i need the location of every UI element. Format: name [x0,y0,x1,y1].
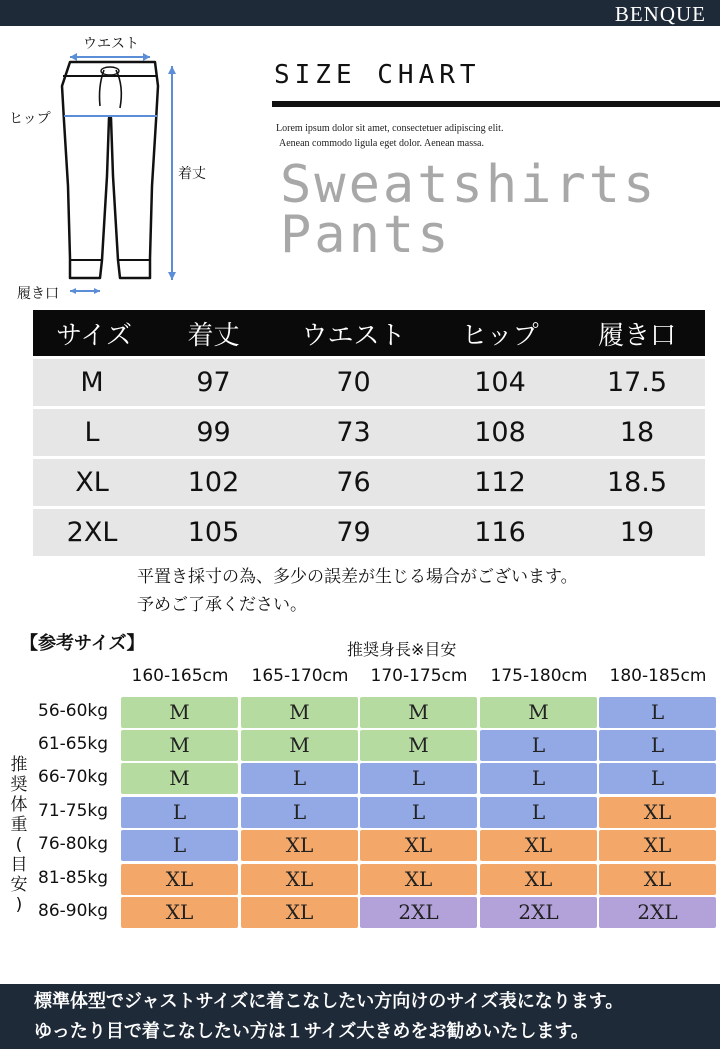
cell-waist: 76 [276,459,431,506]
cell-length: 97 [151,359,276,406]
size-recommendation-cell: M [241,730,358,761]
size-recommendation-cell: L [121,830,238,861]
footer-banner [0,984,720,1049]
cell-waist: 70 [276,359,431,406]
heading-rule [272,101,720,107]
recommended-height-label: 推奨身長※目安 [347,640,457,659]
size-recommendation-cell: L [599,730,716,761]
size-recommendation-cell: M [360,697,477,728]
cell-length: 99 [151,409,276,456]
product-title-line-1: Sweatshirts [280,155,658,215]
size-recommendation-cell: XL [121,864,238,895]
hem-label: 履き口 [17,286,59,302]
cell-waist: 79 [276,509,431,556]
height-column-header: 180-185cm [609,666,707,686]
size-recommendation-cell: XL [480,830,597,861]
size-recommendation-cell: XL [480,864,597,895]
note-line-1: 平置き採寸の為、多少の誤差が生じる場合がございます。 [137,567,578,587]
height-column-header: 175-180cm [490,666,588,686]
length-label: 着丈 [178,166,206,182]
weight-row-header: 86-90kg [38,901,109,921]
lorem-text [276,121,696,151]
size-recommendation-cell: L [241,797,358,828]
footer-line-2: ゆったり目で着こなしたい方は１サイズ大きめをお勧めいたします。 [34,1021,589,1042]
size-recommendation-cell: M [121,697,238,728]
cell-waist: 73 [276,409,431,456]
weight-row-header: 56-60kg [38,701,109,721]
height-column-header: 165-170cm [251,666,349,686]
size-recommendation-cell: L [599,697,716,728]
size-recommendation-cell: XL [599,830,716,861]
pants-diagram-icon [0,26,270,306]
cell-hip: 108 [431,409,569,456]
cell-hip: 112 [431,459,569,506]
size-table [33,307,705,559]
size-recommendation-cell: L [121,797,238,828]
size-recommendation-cell: M [121,730,238,761]
size-recommendation-cell: XL [241,897,358,928]
recommended-weight-label: 推 奨 体 重 ( 目 安 ) [10,755,28,915]
size-chart-heading: SIZE CHART [274,60,481,90]
size-recommendation-cell: 2XL [480,897,597,928]
lorem-line-2: Aenean commodo ligula eget dolor. Aenean massa. [279,138,484,149]
cell-size: XL [33,459,151,506]
weight-row-header: 66-70kg [38,767,109,787]
cell-length: 102 [151,459,276,506]
size-recommendation-cell: 2XL [360,897,477,928]
hip-label: ヒップ [9,111,51,127]
cell-size: L [33,409,151,456]
header-hip: ヒップ [431,310,569,356]
size-recommendation-cell: 2XL [599,897,716,928]
pants-illustration [0,26,270,306]
header-length: 着丈 [151,310,276,356]
note-line-2: 予めご了承ください。 [137,595,307,615]
weight-row-header: 76-80kg [38,834,109,854]
table-row [33,509,705,556]
size-recommendation-cell: XL [241,864,358,895]
cell-size: 2XL [33,509,151,556]
reference-size-title: 【参考サイズ】 [20,633,145,654]
weight-row-header: 61-65kg [38,734,109,754]
size-recommendation-cell: XL [360,830,477,861]
size-recommendation-cell: XL [121,897,238,928]
cell-size: M [33,359,151,406]
cell-hem: 19 [569,509,705,556]
size-recommendation-cell: M [241,697,358,728]
weight-row-header: 71-75kg [38,801,109,821]
cell-hip: 104 [431,359,569,406]
top-banner [0,0,720,26]
size-recommendation-cell: L [360,797,477,828]
product-title-line-2: Pants [280,205,452,265]
size-recommendation-cell: L [360,763,477,794]
table-row [33,459,705,506]
size-recommendation-cell: L [480,763,597,794]
header-waist: ウエスト [276,310,431,356]
footer-line-1: 標準体型でジャストサイズに着こなしたい方向けのサイズ表になります。 [34,991,624,1012]
table-row [33,409,705,456]
cell-length: 105 [151,509,276,556]
header-hem: 履き口 [569,310,705,356]
height-column-header: 170-175cm [370,666,468,686]
size-recommendation-cell: M [360,730,477,761]
lorem-line-1: Lorem ipsum dolor sit amet, consectetuer adipiscing elit. [276,123,504,134]
cell-hem: 18.5 [569,459,705,506]
height-column-header: 160-165cm [131,666,229,686]
brand-name: BENQUE [614,2,706,26]
cell-hem: 17.5 [569,359,705,406]
weight-row-header: 81-85kg [38,868,109,888]
size-recommendation-cell: L [599,763,716,794]
table-row [33,359,705,406]
size-recommendation-cell: L [480,730,597,761]
size-recommendation-cell: XL [241,830,358,861]
size-recommendation-cell: XL [360,864,477,895]
size-recommendation-cell: L [480,797,597,828]
size-recommendation-cell: M [121,763,238,794]
header-size: サイズ [33,310,151,356]
size-table-header [33,310,705,356]
size-recommendation-cell: XL [599,864,716,895]
product-title [280,155,658,265]
measurement-note [137,563,578,619]
size-recommendation-cell: XL [599,797,716,828]
cell-hip: 116 [431,509,569,556]
size-recommendation-cell: M [480,697,597,728]
size-recommendation-cell: L [241,763,358,794]
cell-hem: 18 [569,409,705,456]
waist-label: ウエスト [83,36,139,52]
